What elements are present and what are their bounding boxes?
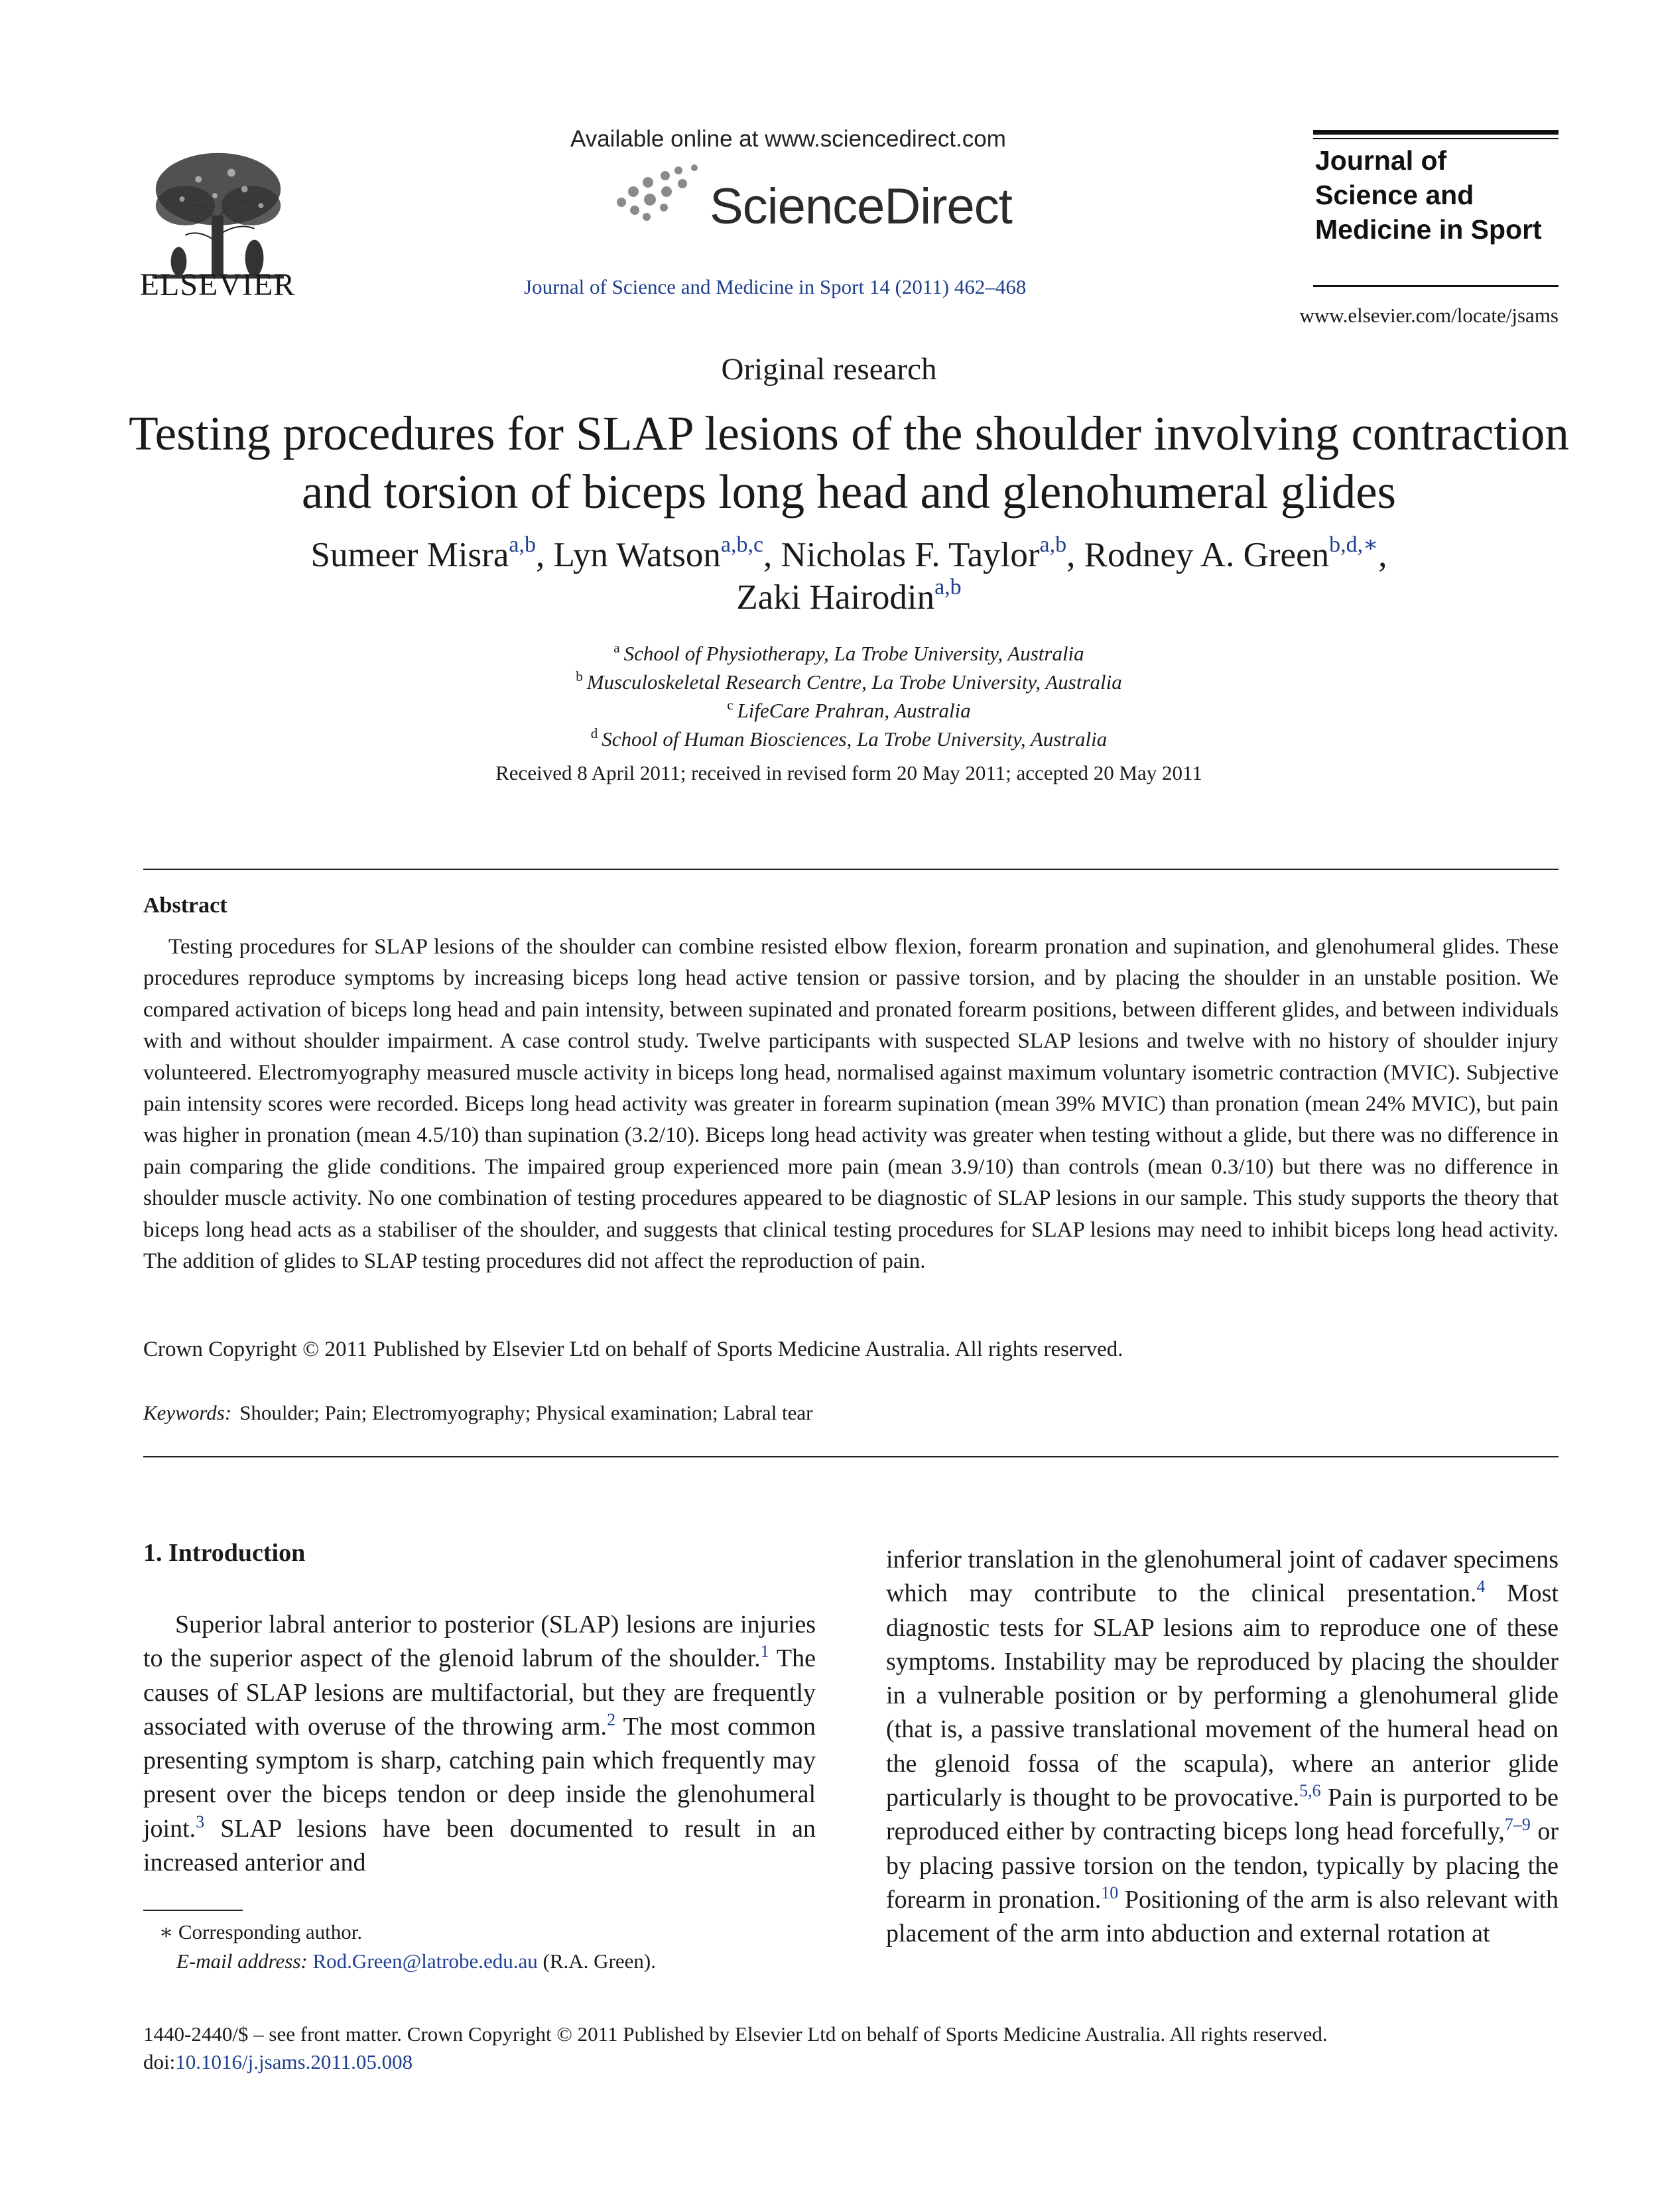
email-suffix: (R.A. Green). xyxy=(537,1949,656,1973)
article-title xyxy=(119,404,1578,521)
author-line-2 xyxy=(133,576,1565,619)
affiliation-list xyxy=(199,639,1499,753)
author-affil-marks[interactable]: a,b xyxy=(934,575,962,599)
affiliation-item xyxy=(199,639,1499,668)
journal-citation[interactable]: Journal of Science and Medicine in Sport 14 (2011) 462–468 xyxy=(524,275,1027,298)
body-text: Most diagnostic tests for SLAP lesions aim to reproduce one of these symptoms. Instability may be reproduced by placing the shoulder in a vulnerable position or by performing a glenohumeral glide (that is, a passive translational movement of the humeral head on the glenoid fossa of the scapula), where an anterior glide particularly is thought to be provocative. xyxy=(886,1579,1559,1812)
body-text: SLAP lesions have been documented to result in an increased anterior and xyxy=(143,1814,816,1877)
intro-paragraph xyxy=(143,1608,816,1880)
author-name: Rodney A. Green xyxy=(1084,536,1330,574)
body-text: The causes of SLAP lesions are multifactorial, but they are frequently associated with overuse of the throwing arm. xyxy=(143,1644,816,1741)
keywords-label: Keywords: xyxy=(143,1401,232,1424)
author-affil-marks[interactable]: a,b xyxy=(1039,532,1067,557)
article-title-line-1: Testing procedures for SLAP lesions of the shoulder involving contraction xyxy=(129,406,1569,460)
author-line-1 xyxy=(133,534,1565,576)
affiliation-mark: b xyxy=(576,668,583,684)
journal-box-rule-bottom xyxy=(1313,285,1559,287)
author-list xyxy=(133,534,1565,619)
available-online-text: Available online at www.sciencedirect.com xyxy=(570,126,1006,152)
body-text: The most common presenting symptom is sharp, catching pain which frequently may present over the biceps tendon or deep inside the glenohumeral joint. xyxy=(143,1712,816,1843)
email-label: E-mail address: xyxy=(176,1949,308,1973)
elsevier-wordmark: ELSEVIER xyxy=(139,267,296,302)
body-text: or by placing passive torsion on the tendon, typically by placing the forearm in pronation. xyxy=(886,1817,1559,1914)
sciencedirect-logo: ScienceDirect xyxy=(710,178,1012,235)
abstract-top-rule xyxy=(143,869,1559,870)
author-affil-marks[interactable]: a,b xyxy=(509,532,536,557)
author-affil-marks[interactable]: b,d,∗ xyxy=(1329,532,1379,557)
affiliation-mark: c xyxy=(727,697,733,713)
affiliation-text: School of Human Biosciences, La Trobe University, Australia xyxy=(602,727,1108,751)
affiliation-text: Musculoskeletal Research Centre, La Trobe University, Australia xyxy=(586,670,1122,694)
intro-paragraph-continued xyxy=(886,1543,1559,1951)
affiliation-mark: a xyxy=(613,640,620,656)
reference-link[interactable]: 7–9 xyxy=(1504,1815,1531,1835)
affiliation-text: LifeCare Prahran, Australia xyxy=(737,699,971,722)
section-heading-introduction: 1. Introduction xyxy=(143,1539,306,1567)
affiliation-item xyxy=(199,696,1499,725)
journal-box-rule-top-thin xyxy=(1313,138,1559,139)
sciencedirect-dots-icon xyxy=(613,162,706,229)
body-text: Pain is purported to be reproduced either by contracting biceps long head forcefully, xyxy=(886,1784,1559,1846)
reference-link[interactable]: 5,6 xyxy=(1299,1781,1321,1801)
reference-link[interactable]: 3 xyxy=(196,1812,205,1831)
reference-link[interactable]: 2 xyxy=(607,1709,616,1729)
abstract-heading: Abstract xyxy=(143,893,227,918)
doi-prefix: doi: xyxy=(143,2050,176,2073)
issn-copyright-line: 1440-2440/$ – see front matter. Crown Copyright © 2011 Published by Elsevier Ltd on behalf of Sports Medicine Australia. All rights reserved. xyxy=(143,2022,1328,2046)
affiliation-item xyxy=(199,725,1499,753)
footnote-rule xyxy=(143,1910,243,1911)
author-affil-marks[interactable]: a,b,c xyxy=(720,532,764,557)
author-separator: , xyxy=(535,536,554,574)
reference-link[interactable]: 4 xyxy=(1476,1577,1486,1597)
author-name: Nicholas F. Taylor xyxy=(781,536,1040,574)
doi-link[interactable]: 10.1016/j.jsams.2011.05.008 xyxy=(175,2050,413,2073)
left-column xyxy=(143,1608,816,1880)
email-link[interactable]: Rod.Green@latrobe.edu.au xyxy=(312,1949,538,1973)
author-separator: , xyxy=(763,536,781,574)
article-title-line-2: and torsion of biceps long head and glenohumeral glides xyxy=(301,465,1397,519)
affiliation-item xyxy=(199,668,1499,696)
keywords-list: Shoulder; Pain; Electromyography; Physical examination; Labral tear xyxy=(239,1401,813,1424)
abstract-bottom-rule xyxy=(143,1456,1559,1457)
author-name: Lyn Watson xyxy=(553,536,721,574)
author-name: Sumeer Misra xyxy=(310,536,509,574)
journal-box-title: Journal of Science and Medicine in Sport xyxy=(1315,145,1542,245)
body-text: Superior labral anterior to posterior (SLAP) lesions are injuries to the superior aspect of the glenoid labrum of the shoulder. xyxy=(143,1611,816,1673)
body-text: Positioning of the arm is also relevant with placement of the arm into abduction and external rotation at xyxy=(886,1885,1559,1948)
reference-link[interactable]: 1 xyxy=(760,1642,769,1662)
reference-link[interactable]: 10 xyxy=(1101,1882,1119,1902)
author-name: Zaki Hairodin xyxy=(736,578,935,617)
email-note xyxy=(176,1949,656,1973)
received-dates: Received 8 April 2011; received in revised form 20 May 2011; accepted 20 May 2011 xyxy=(495,761,1202,784)
journal-box-rule-top xyxy=(1313,130,1559,135)
doi-line xyxy=(143,2050,1559,2074)
body-text: inferior translation in the glenohumeral joint of cadaver specimens which may contribute to the clinical presentation. xyxy=(886,1546,1559,1608)
keywords xyxy=(143,1401,1559,1425)
affiliation-mark: d xyxy=(590,725,598,741)
abstract-copyright: Crown Copyright © 2011 Published by Elsevier Ltd on behalf of Sports Medicine Australia. All rights reserved. xyxy=(143,1337,1123,1361)
abstract-body: Testing procedures for SLAP lesions of the shoulder can combine resisted elbow flexion, forearm pronation and supination, and glenohumeral glides. These procedures reproduce symptoms by increasing biceps long head active tension or passive torsion, and by placing the shoulder in an unstable position. We compared activation of biceps long head and pain intensity, between supinated and pronated forearm positions, between different glides, and between individuals with and without shoulder impairment. A case control study. Twelve participants with suspected SLAP lesions and twelve with no history of shoulder injury volunteered. Electromyography measured muscle activity in biceps long head, normalised against maximum voluntary isometric contraction (MVIC). Subjective pain intensity scores were recorded. Biceps long head activity was greater in forearm supination (mean 39% MVIC) than pronation (mean 24% MVIC), but pain was higher in pronation (mean 4.5/10) than supination (3.2/10). Biceps long head activity was greater when testing without a glide, but there was no difference in pain comparing the glide conditions. The impaired group experienced more pain (mean 3.9/10) than controls (mean 0.3/10) but there was no difference in shoulder muscle activity. No one combination of testing procedures appeared to be diagnostic of SLAP lesions in our sample. This study supports the theory that biceps long head acts as a stabiliser of the shoulder, and suggests that clinical testing procedures for SLAP lesions may need to inhibit biceps long head activity. The addition of glides to SLAP testing procedures did not affect the reproduction of pain. xyxy=(143,935,1559,1274)
article-section-type: Original research xyxy=(721,352,937,387)
right-column xyxy=(886,1543,1559,1951)
journal-url[interactable]: www.elsevier.com/locate/jsams xyxy=(1299,304,1559,327)
author-separator: , xyxy=(1378,536,1387,574)
corresponding-author-note: ∗ Corresponding author. xyxy=(159,1920,363,1943)
affiliation-text: School of Physiotherapy, La Trobe University, Australia xyxy=(623,642,1084,665)
author-separator: , xyxy=(1066,536,1084,574)
